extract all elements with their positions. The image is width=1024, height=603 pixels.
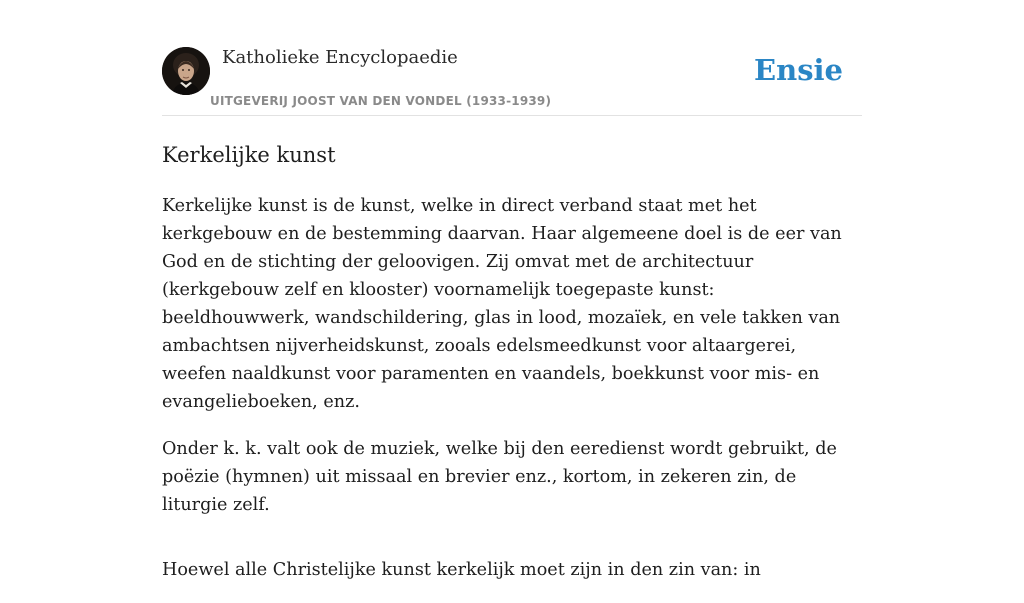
article-paragraph: Onder k. k. valt ook de muziek, welke bij den eeredienst wordt gebruikt, de poëzie (hymnen) uit missaal en brevier enz., kortom, in zekeren zin, de liturgie zelf. (162, 439, 837, 515)
page (162, 0, 862, 580)
publication-title[interactable]: Katholieke Encyclopaedie (222, 47, 458, 68)
site-header (162, 0, 862, 116)
publication-subtitle: UITGEVERIJ JOOST VAN DEN VONDEL (1933-1939) (210, 94, 552, 108)
article-body (162, 192, 864, 603)
article-paragraph: Kerkelijke kunst is de kunst, welke in direct verband staat met het kerkgebouw en de bestemming daarvan. Haar algemeene doel is de eer van God en de stichting der geloovigen. Zij omvat met de architectuur (kerkgebouw zelf en klooster) voornamelijk toegepaste kunst: beeldhouwwerk, wandschildering, glas in lood, mozaïek, en vele takken van ambachtsen nijverheidskunst, zooals edelsmeedkunst voor altaargerei, weefen naaldkunst voor paramenten en vaandels, boekkunst voor mis- en evangelieboeken, enz. (162, 196, 842, 412)
article-title: Kerkelijke kunst (162, 143, 336, 167)
portrait-icon[interactable] (162, 47, 210, 95)
article-paragraph: Hoewel alle Christelijke kunst kerkelijk moet zijn in den zin van: in (162, 560, 761, 580)
brand-logo[interactable]: Ensie (754, 53, 843, 87)
